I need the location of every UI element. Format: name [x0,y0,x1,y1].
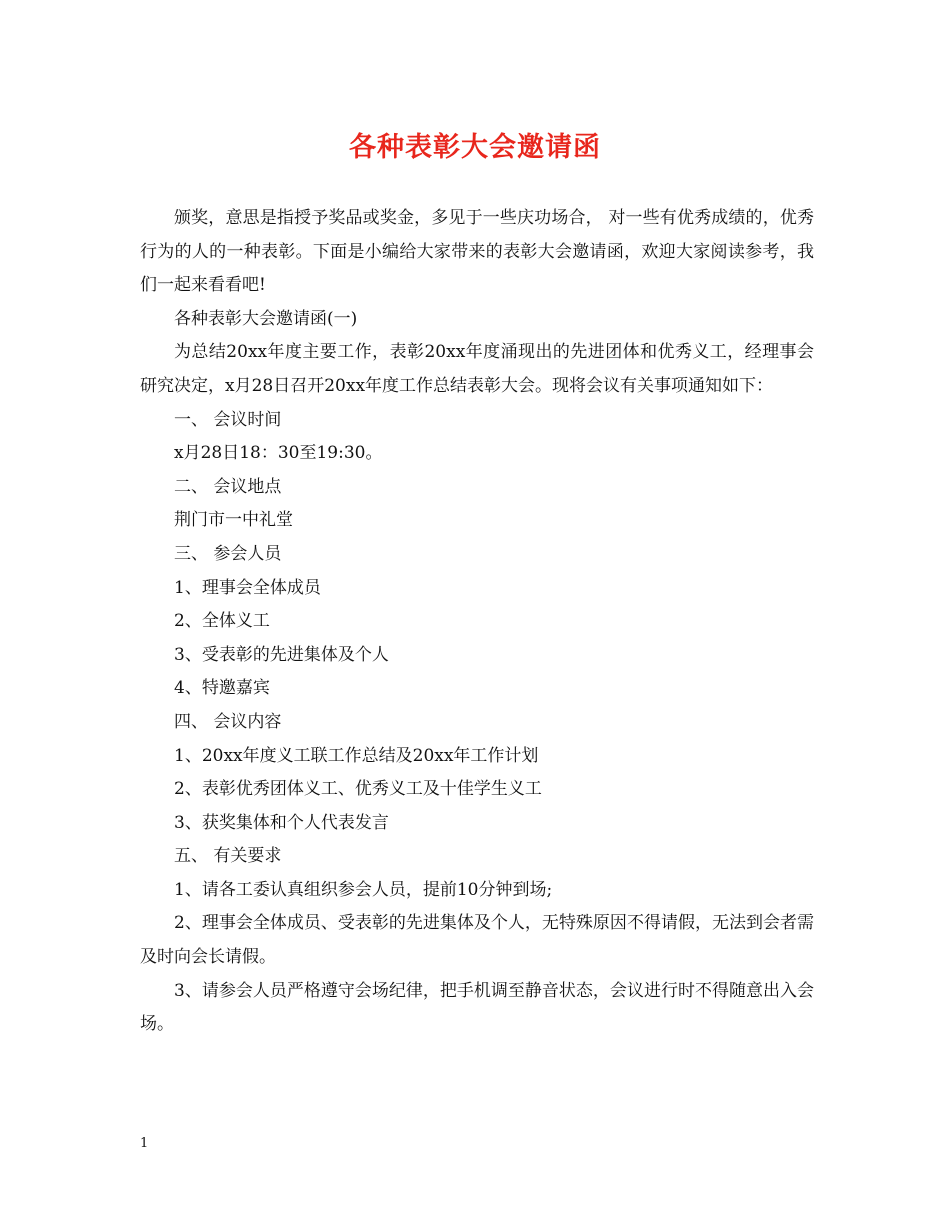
heading-meeting-time: 一、 会议时间 [174,409,282,430]
attendee-item: 4、特邀嘉宾 [174,678,270,699]
heading-meeting-content: 四、 会议内容 [174,711,282,732]
attendee-item: 2、全体义工 [174,611,270,632]
document-body [140,202,814,1042]
content-item: 3、获奖集体和个人代表发言 [174,812,389,833]
document-title: 各种表彰大会邀请函 [349,132,601,163]
heading-attendees: 三、 参会人员 [174,543,282,564]
page-number: 1 [140,1136,149,1151]
heading-meeting-location: 二、 会议地点 [174,476,282,497]
content-item: 1、20xx年度义工联工作总结及20xx年工作计划 [174,745,539,766]
requirement-item: 2、理事会全体成员、受表彰的先进集体及个人，无特殊原因不得请假，无法到会者需及时向会长请假。 [140,913,814,968]
meeting-time-value: x月28日18：30至19:30。 [174,443,383,464]
attendee-item: 1、理事会全体成员 [174,577,321,598]
heading-requirements: 五、 有关要求 [174,846,282,867]
meeting-location-value: 荆门市一中礼堂 [174,510,293,531]
requirement-item: 1、请各工委认真组织参会人员，提前10分钟到场; [174,879,553,900]
notice-paragraph: 为总结20xx年度主要工作，表彰20xx年度涌现出的先进团体和优秀义工，经理事会研究决定，x月28日召开20xx年度工作总结表彰大会。现将会议有关事项通知如下： [140,342,814,396]
requirement-item: 3、请参会人员严格遵守会场纪律，把手机调至静音状态，会议进行时不得随意出入会场。 [140,980,814,1035]
attendee-item: 3、受表彰的先进集体及个人 [174,644,389,665]
content-item: 2、表彰优秀团体义工、优秀义工及十佳学生义工 [174,779,542,800]
section-heading-invitation-one: 各种表彰大会邀请函(一) [174,308,358,329]
intro-paragraph: 颁奖，意思是指授予奖品或奖金，多见于一些庆功场合， 对一些有优秀成绩的，优秀行为的人的一种表彰。下面是小编给大家带来的表彰大会邀请函，欢迎大家阅读参考，我们一起来看看吧! [140,208,814,296]
